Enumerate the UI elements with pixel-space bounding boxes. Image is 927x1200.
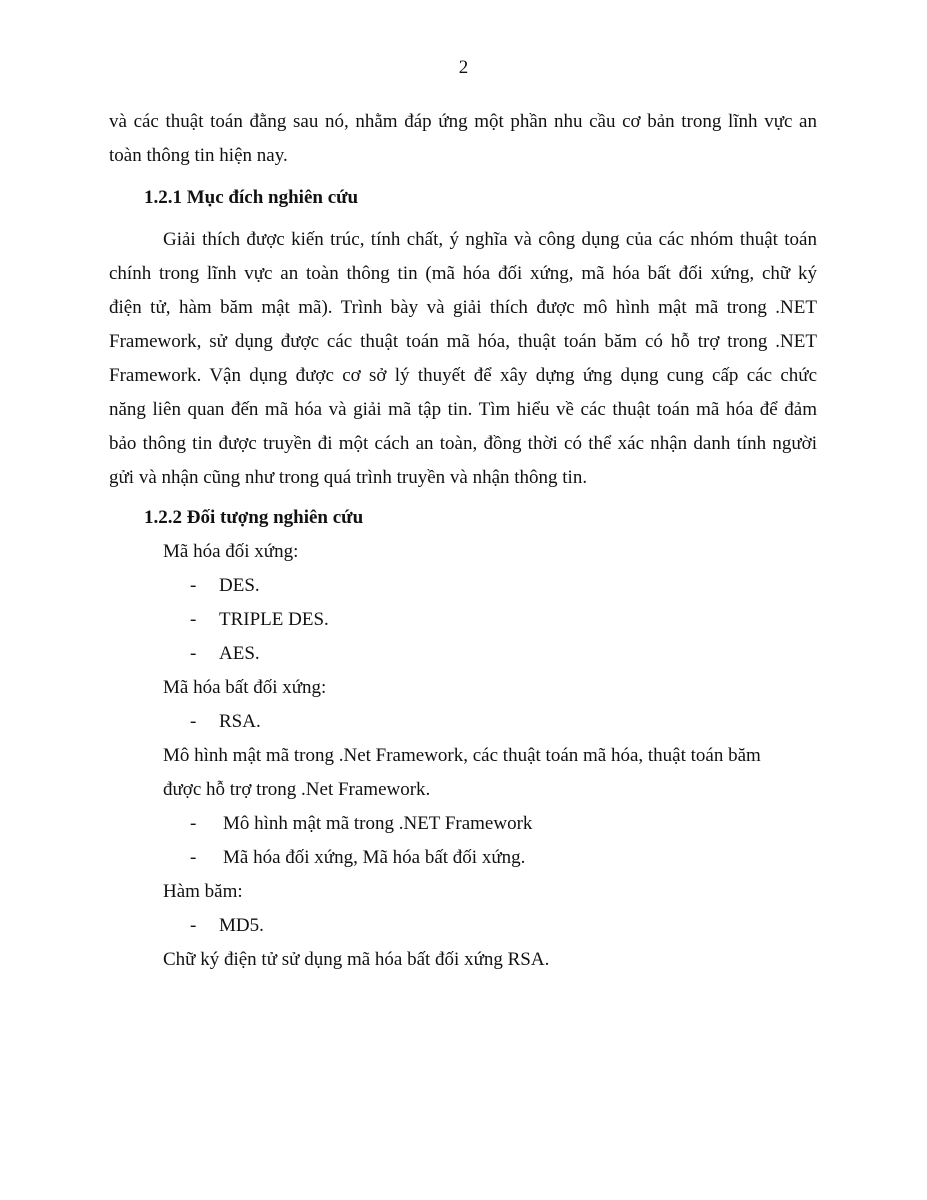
list-item-text: DES.	[219, 575, 260, 596]
section-heading-purpose: 1.2.1 Mục đích nghiên cứu	[144, 187, 359, 208]
list-item	[190, 574, 260, 598]
list-item-text: MD5.	[219, 915, 264, 936]
paragraph-line: năng liên quan đến mã hóa và giải mã tập tin. Tìm hiểu về các thuật toán mã hóa để đảm	[109, 399, 817, 420]
paragraph-line: Framework. Vận dụng được cơ sở lý thuyết để xây dựng ứng dụng cung cấp các chức	[109, 365, 817, 386]
bullet-dash: -	[190, 847, 197, 868]
paragraph-line: Giải thích được kiến trúc, tính chất, ý nghĩa và công dụng của các nhóm thuật toán	[163, 229, 817, 250]
list-item-text: Mô hình mật mã trong .NET Framework	[223, 813, 533, 834]
bullet-dash: -	[190, 711, 197, 732]
framework-text: được hỗ trợ trong .Net Framework.	[163, 779, 431, 800]
section-heading-subjects: 1.2.2 Đối tượng nghiên cứu	[144, 507, 364, 528]
list-item-text: AES.	[219, 643, 260, 664]
paragraph-line: điện tử, hàm băm mật mã). Trình bày và giải thích được mô hình mật mã trong .NET	[109, 297, 817, 318]
list-item-text: RSA.	[219, 711, 261, 732]
paragraph-line: toàn thông tin hiện nay.	[109, 145, 288, 166]
list-item	[190, 846, 525, 870]
bullet-dash: -	[190, 575, 197, 596]
hash-label: Hàm băm:	[163, 881, 243, 902]
paragraph-line: gửi và nhận cũng như trong quá trình truyền và nhận thông tin.	[109, 467, 588, 488]
list-item	[190, 642, 260, 666]
bullet-dash: -	[190, 643, 197, 664]
list-item	[190, 608, 329, 632]
paragraph-line: chính trong lĩnh vực an toàn thông tin (mã hóa đối xứng, mã hóa bất đối xứng, chữ ký	[109, 263, 817, 284]
list-item-text: TRIPLE DES.	[219, 609, 329, 630]
paragraph-line: Framework, sử dụng được các thuật toán mã hóa, thuật toán băm có hỗ trợ trong .NET	[109, 331, 817, 352]
signature-text: Chữ ký điện tử sử dụng mã hóa bất đối xứng RSA.	[163, 949, 550, 970]
bullet-dash: -	[190, 915, 197, 936]
list-item-text: Mã hóa đối xứng, Mã hóa bất đối xứng.	[223, 847, 526, 868]
list-item	[190, 812, 532, 836]
symmetric-label: Mã hóa đối xứng:	[163, 541, 299, 562]
paragraph-line: bảo thông tin được truyền đi một cách an toàn, đồng thời có thể xác nhận danh tính người	[109, 433, 817, 454]
asymmetric-label: Mã hóa bất đối xứng:	[163, 677, 327, 698]
list-item	[190, 710, 261, 734]
page-number: 2	[458, 57, 469, 78]
paragraph-line: và các thuật toán đằng sau nó, nhằm đáp ứng một phần nhu cầu cơ bản trong lĩnh vực an	[109, 111, 817, 132]
bullet-dash: -	[190, 813, 197, 834]
bullet-dash: -	[190, 609, 197, 630]
list-item	[190, 914, 264, 938]
framework-text: Mô hình mật mã trong .Net Framework, các thuật toán mã hóa, thuật toán băm	[163, 745, 761, 766]
